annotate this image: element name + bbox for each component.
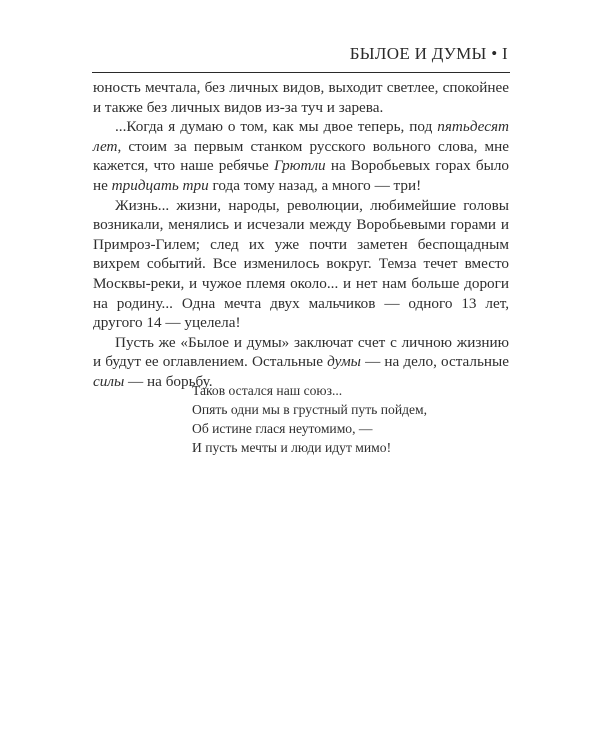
text-segment: , стоим за первым станком русского вольного слова, мне кажется, что наше ребячье: [93, 137, 509, 175]
paragraph: [93, 117, 509, 195]
poem-stanza: [192, 381, 427, 457]
paragraph: [93, 78, 509, 117]
text-segment: — на дело, остальные: [360, 353, 510, 371]
paragraph: [93, 196, 509, 333]
poem-line: И пусть мечты и люди идут мимо!: [192, 440, 392, 455]
body-text: [93, 78, 509, 392]
poem-line: Опять одни мы в грустный путь пойдем,: [192, 402, 428, 417]
running-head-title: БЫЛОЕ И ДУМЫ • I: [349, 44, 508, 63]
text-segment: юность мечтала, без личных видов, выходит светлее, спокойнее и также без личных видов из-за туч и зарева.: [93, 79, 509, 116]
header-rule: [92, 72, 510, 73]
italic-segment: думы: [327, 353, 361, 371]
italic-segment: пятьдесят лет: [93, 118, 509, 155]
text-segment: ...Когда я думаю о том, как мы двое теперь, под: [115, 118, 438, 136]
text-segment: на Воробьевых горах было не: [93, 157, 510, 194]
text-segment: года тому назад, а много — три!: [208, 176, 422, 194]
italic-segment: тридцать три: [111, 176, 209, 194]
text-segment: Жизнь... жизни, народы, революции, любимейшие головы возникали, менялись и исчезали между Воробьевыми горами и Примроз-Гилем; след их уже почти заметен беспощадным вихрем событий. Все изменилось вокруг. Темза течет вместо Москвы-реки, и чужое племя около... и нет нам больше дороги на родину... Одна мечта двух мальчиков — одного 13 лет, другого 14 — уцелела!: [93, 196, 509, 332]
italic-segment: Грютли: [273, 157, 326, 175]
poem-line: Об истине глася неутомимо, —: [192, 421, 373, 436]
text-segment: Пусть же «Былое и думы» заключат счет с личною жизнию и будут ее оглавлением. Остальные: [93, 333, 509, 371]
text-segment: — на борьбу.: [124, 372, 213, 390]
poem-line: Таков остался наш союз...: [192, 383, 343, 398]
italic-segment: силы: [93, 372, 125, 390]
